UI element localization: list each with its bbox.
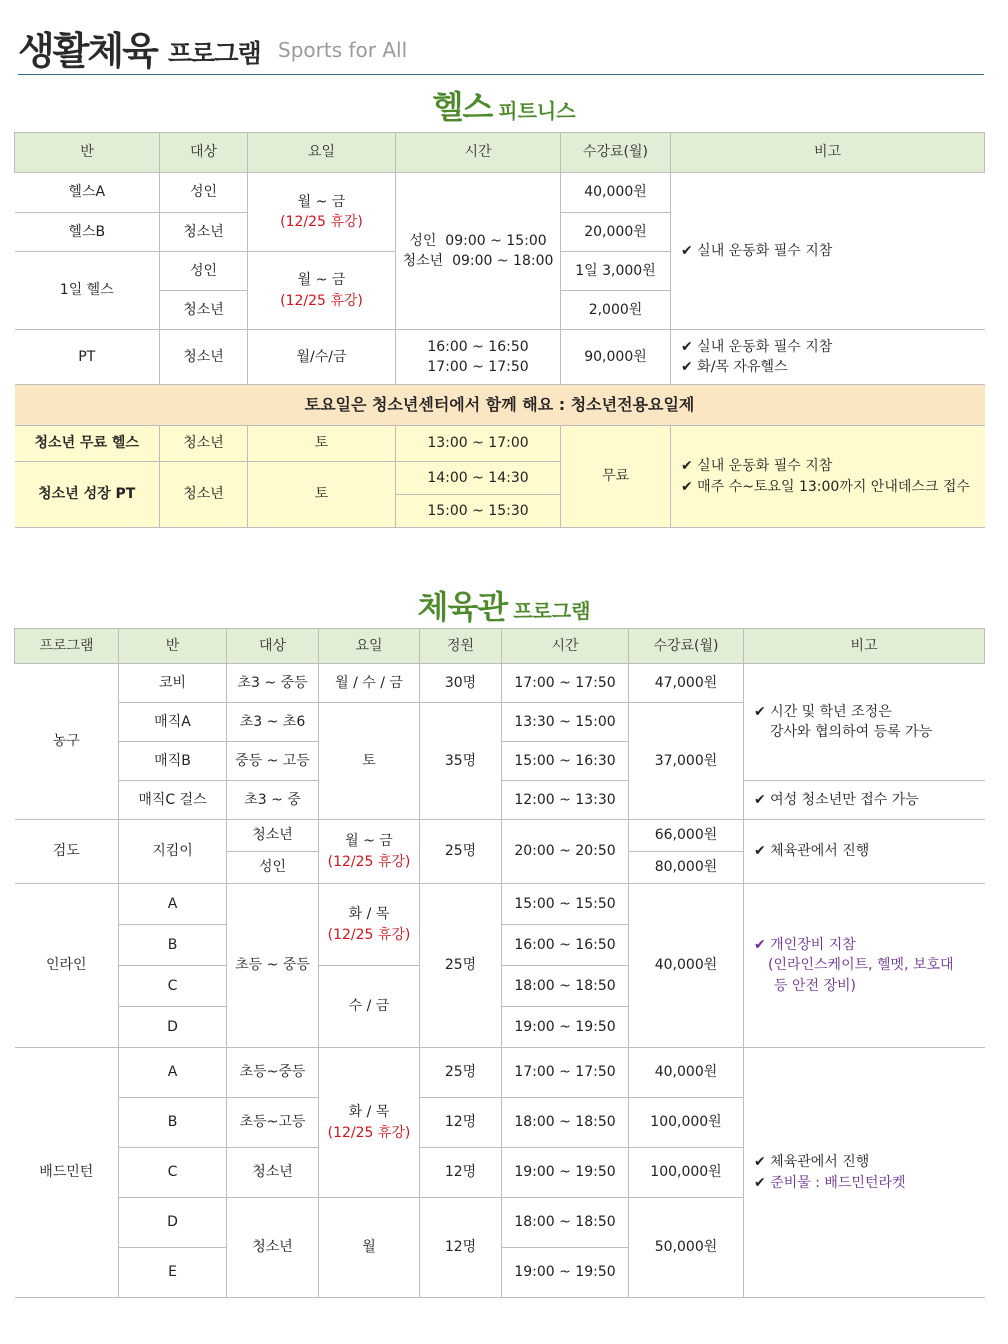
fee-cell: 80,000원 [629, 852, 744, 884]
holiday-text: (12/25 휴강) [280, 292, 363, 309]
note-text: ✔ 화/목 자유헬스 [681, 359, 788, 375]
fee-cell: 37,000원 [629, 703, 744, 820]
time-cell: 18:00 ~ 18:50 [502, 1098, 629, 1148]
column-header: 시간 [502, 629, 629, 664]
note-cell: ✔ 체육관에서 진행 [744, 820, 985, 884]
target-cell: 청소년 [160, 213, 248, 252]
note-cell [671, 426, 985, 528]
day-cell: 토 [248, 426, 396, 462]
check-icon: ✔ [754, 1174, 766, 1191]
gym-subtitle: 프로그램 [513, 599, 591, 623]
note-text: ✔ 시간 및 학년 조정은 [754, 703, 892, 720]
capacity-cell: 12명 [420, 1098, 502, 1148]
time-text: 17:00 ~ 17:50 [427, 359, 529, 375]
note-text [754, 1173, 985, 1193]
class-cell: A [119, 884, 227, 925]
time-cell: 12:00 ~ 13:30 [502, 781, 629, 820]
time-cell: 15:00 ~ 15:30 [396, 495, 561, 528]
fee-cell: 90,000원 [561, 330, 671, 385]
day-text: 월 ~ 금 [297, 193, 346, 210]
day-cell [248, 173, 396, 252]
time-cell: 15:00 ~ 15:50 [502, 884, 629, 925]
time-cell: 19:00 ~ 19:50 [502, 1248, 629, 1298]
column-header: 반 [15, 133, 160, 173]
health-table [14, 132, 985, 528]
time-cell: 19:00 ~ 19:50 [502, 1148, 629, 1198]
target-cell: 초등~중등 [227, 1048, 319, 1098]
fee-cell: 40,000원 [561, 173, 671, 213]
target-cell: 중등 ~ 고등 [227, 742, 319, 781]
note-text: ✔ 체육관에서 진행 [754, 1154, 870, 1171]
time-cell: 20:00 ~ 20:50 [502, 820, 629, 884]
fee-cell: 100,000원 [629, 1148, 744, 1198]
target-cell: 초3 ~ 중등 [227, 664, 319, 703]
target-cell: 성인 [227, 852, 319, 884]
fee-cell: 20,000원 [561, 213, 671, 252]
note-cell [744, 884, 985, 1048]
time-cell: 13:30 ~ 15:00 [502, 703, 629, 742]
holiday-text: (12/25 휴강) [280, 214, 363, 230]
capacity-cell: 25명 [420, 884, 502, 1048]
target-cell: 초등 ~ 중등 [227, 884, 319, 1048]
class-cell: 청소년 무료 헬스 [15, 426, 160, 462]
note-cell: ✔ 실내 운동화 필수 지참 [671, 173, 985, 330]
capacity-cell: 35명 [420, 703, 502, 820]
gym-section-title [0, 582, 1008, 628]
day-text: 월 ~ 금 [345, 833, 393, 850]
column-header: 수강료(월) [561, 133, 671, 173]
program-cell: 농구 [15, 664, 119, 820]
health-section-title [0, 82, 1008, 128]
time-cell: 18:00 ~ 18:50 [502, 1198, 629, 1248]
time-cell [396, 330, 561, 385]
day-cell: 수 / 금 [319, 966, 420, 1048]
class-cell: 지킴이 [119, 820, 227, 884]
target-cell: 청소년 [227, 1148, 319, 1198]
page-header [18, 14, 984, 75]
time-cell [396, 173, 561, 330]
note-text: ✔ 실내 운동화 필수 지참 [681, 338, 833, 355]
time-text: 청소년 09:00 ~ 18:00 [402, 253, 554, 269]
day-text: 화 / 목 [348, 906, 390, 923]
day-cell: 월/수/금 [248, 330, 396, 385]
note-cell: ✔ 여성 청소년만 접수 가능 [744, 781, 985, 820]
fee-cell: 1일 3,000원 [561, 252, 671, 291]
gym-title: 체육관 [417, 588, 508, 626]
table-row [15, 884, 985, 925]
fee-cell: 40,000원 [629, 884, 744, 1048]
target-cell: 청소년 [160, 426, 248, 462]
day-text: 월 ~ 금 [297, 272, 346, 289]
column-header: 시간 [396, 133, 561, 173]
class-cell: 1일 헬스 [15, 252, 160, 330]
table-row [15, 820, 985, 852]
target-cell: 청소년 [160, 330, 248, 385]
note-text: 준비물 : 배드민턴라켓 [770, 1174, 906, 1191]
note-text: ✔ 매주 수~토요일 13:00까지 안내데스크 접수 [681, 478, 970, 495]
program-cell: 인라인 [15, 884, 119, 1048]
column-header: 프로그램 [15, 629, 119, 664]
capacity-cell: 12명 [420, 1198, 502, 1298]
class-cell: 헬스A [15, 173, 160, 213]
column-header: 비고 [744, 629, 985, 664]
target-cell: 청소년 [160, 462, 248, 528]
capacity-cell: 12명 [420, 1148, 502, 1198]
target-cell: 초3 ~ 초6 [227, 703, 319, 742]
day-cell: 토 [248, 462, 396, 528]
day-cell: 월 / 수 / 금 [319, 664, 420, 703]
column-header: 정원 [420, 629, 502, 664]
target-cell: 청소년 [227, 1198, 319, 1298]
class-cell: 매직C 걸스 [119, 781, 227, 820]
capacity-cell: 25명 [420, 1048, 502, 1098]
time-cell: 15:00 ~ 16:30 [502, 742, 629, 781]
note-cell [744, 664, 985, 781]
fee-cell: 100,000원 [629, 1098, 744, 1148]
class-cell: 매직A [119, 703, 227, 742]
column-header: 요일 [319, 629, 420, 664]
class-cell: C [119, 966, 227, 1007]
day-cell [319, 1048, 420, 1198]
column-header: 수강료(월) [629, 629, 744, 664]
note-text: (인라인스케이트, 헬멧, 보호대 [768, 957, 954, 974]
table-row [15, 664, 985, 703]
column-header: 반 [119, 629, 227, 664]
page-title: 생활체육 [18, 29, 157, 73]
time-cell: 13:00 ~ 17:00 [396, 426, 561, 462]
holiday-text: (12/25 휴강) [327, 1124, 411, 1141]
page-subtitle: 프로그램 [168, 39, 261, 68]
fee-cell: 47,000원 [629, 664, 744, 703]
target-cell: 청소년 [160, 291, 248, 330]
target-cell: 초등~고등 [227, 1098, 319, 1148]
fee-cell: 50,000원 [629, 1198, 744, 1298]
class-cell: E [119, 1248, 227, 1298]
note-cell [744, 1048, 985, 1298]
class-cell: A [119, 1048, 227, 1098]
column-header: 대상 [160, 133, 248, 173]
day-cell: 월 [319, 1198, 420, 1298]
target-cell: 성인 [160, 173, 248, 213]
class-cell: 헬스B [15, 213, 160, 252]
note-text: ✔ 개인장비 지참 [754, 937, 856, 954]
capacity-cell: 25명 [420, 820, 502, 884]
note-text: 강사와 협의하여 등록 가능 [770, 724, 933, 740]
note-text: ✔ 실내 운동화 필수 지참 [681, 458, 833, 475]
capacity-cell: 30명 [420, 664, 502, 703]
time-text: 성인 09:00 ~ 15:00 [409, 232, 547, 249]
fee-cell: 66,000원 [629, 820, 744, 852]
banner-row [15, 385, 985, 426]
day-cell: 토 [319, 703, 420, 820]
column-header: 비고 [671, 133, 985, 173]
table-row [15, 330, 985, 385]
program-cell: 검도 [15, 820, 119, 884]
table-row [15, 426, 985, 462]
holiday-text: (12/25 휴강) [327, 853, 411, 870]
time-cell: 19:00 ~ 19:50 [502, 1007, 629, 1048]
health-subtitle: 피트니스 [498, 99, 576, 123]
time-cell: 18:00 ~ 18:50 [502, 966, 629, 1007]
youth-banner: 토요일은 청소년센터에서 함께 해요 : 청소년전용요일제 [15, 385, 985, 426]
class-cell: 청소년 성장 PT [15, 462, 160, 528]
column-header: 대상 [227, 629, 319, 664]
note-cell [671, 330, 985, 385]
fee-cell: 40,000원 [629, 1048, 744, 1098]
fee-cell: 무료 [561, 426, 671, 528]
table-header-row [15, 629, 985, 664]
time-cell: 16:00 ~ 16:50 [502, 925, 629, 966]
class-cell: D [119, 1007, 227, 1048]
day-cell [319, 884, 420, 966]
column-header: 요일 [248, 133, 396, 173]
time-cell: 14:00 ~ 14:30 [396, 462, 561, 495]
class-cell: 매직B [119, 742, 227, 781]
fee-cell: 2,000원 [561, 291, 671, 330]
class-cell: B [119, 925, 227, 966]
day-cell [319, 820, 420, 884]
target-cell: 성인 [160, 252, 248, 291]
table-row [15, 1048, 985, 1098]
note-text: 등 안전 장비) [774, 977, 856, 994]
class-cell: D [119, 1198, 227, 1248]
target-cell: 초3 ~ 중 [227, 781, 319, 820]
day-text: 화 / 목 [348, 1104, 390, 1121]
gym-table [14, 628, 985, 1298]
class-cell: C [119, 1148, 227, 1198]
time-text: 16:00 ~ 16:50 [427, 338, 529, 355]
health-title: 헬스 [432, 88, 493, 126]
holiday-text: (12/25 휴강) [327, 926, 411, 943]
program-cell: 배드민턴 [15, 1048, 119, 1298]
table-row [15, 173, 985, 213]
class-cell: 코비 [119, 664, 227, 703]
class-cell: PT [15, 330, 160, 385]
page-title-english: Sports for All [278, 38, 408, 62]
class-cell: B [119, 1098, 227, 1148]
time-cell: 17:00 ~ 17:50 [502, 1048, 629, 1098]
table-header-row [15, 133, 985, 173]
day-cell [248, 252, 396, 330]
target-cell: 청소년 [227, 820, 319, 852]
time-cell: 17:00 ~ 17:50 [502, 664, 629, 703]
